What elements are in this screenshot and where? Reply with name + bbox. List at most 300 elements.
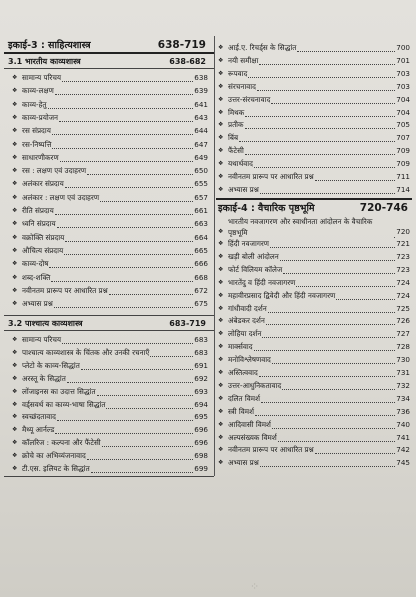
toc-entry[interactable] <box>12 245 208 257</box>
toc-entry-label: मार्क्सवाद <box>228 342 253 352</box>
toc-entry-label: मिथक <box>228 107 245 117</box>
dot-leader <box>239 134 395 142</box>
toc-entry[interactable] <box>12 205 208 217</box>
dot-leader <box>62 74 193 82</box>
toc-entry-page: 711 <box>396 172 410 181</box>
bullet-icon: ❖ <box>12 361 18 369</box>
unit-3-heading <box>8 38 206 51</box>
toc-entry[interactable] <box>218 158 410 170</box>
toc-entry-page: 672 <box>194 285 208 295</box>
dot-leader <box>87 167 193 175</box>
dot-leader <box>336 292 395 300</box>
toc-entry-label: काव्य-हेतु <box>22 99 47 109</box>
toc-entry-label: मनोविश्लेषणवाद <box>228 355 271 365</box>
column-divider <box>214 36 215 476</box>
toc-entry-label: अभ्यास प्रश्न <box>228 184 259 194</box>
toc-entry-page: 650 <box>194 166 208 176</box>
dot-leader <box>282 382 395 390</box>
dot-leader <box>262 330 395 338</box>
bullet-icon: ❖ <box>218 265 224 273</box>
dot-leader <box>65 180 194 188</box>
toc-entry[interactable] <box>218 42 410 54</box>
toc-entry[interactable] <box>218 68 410 80</box>
dot-leader <box>81 362 193 370</box>
toc-entry[interactable] <box>218 328 410 340</box>
toc-entry[interactable] <box>218 393 410 405</box>
toc-entry-label: साधारणीकरण <box>22 152 59 162</box>
toc-entry-page: 657 <box>194 192 208 202</box>
bullet-icon: ❖ <box>218 185 224 193</box>
toc-entry-page: 723 <box>396 264 410 274</box>
toc-entry-page: 741 <box>396 432 410 442</box>
toc-entry-label: नवीनतम प्रारूप पर आधारित प्रश्न <box>22 285 108 295</box>
dot-leader <box>266 317 395 325</box>
toc-entry[interactable] <box>12 152 208 164</box>
bullet-icon: ❖ <box>218 82 224 90</box>
bullet-icon: ❖ <box>218 240 224 247</box>
dot-leader <box>65 234 193 242</box>
bullet-icon: ❖ <box>218 433 224 441</box>
dot-leader <box>315 446 396 454</box>
toc-entry[interactable] <box>12 272 208 284</box>
toc-entry[interactable] <box>12 99 208 111</box>
toc-entry[interactable] <box>12 411 208 423</box>
toc-entry[interactable] <box>12 112 208 124</box>
toc-entry[interactable] <box>218 277 410 289</box>
dot-leader <box>48 101 194 109</box>
section-3-2-top-rule <box>4 315 214 316</box>
dot-leader <box>245 109 395 117</box>
toc-entry-page: 730 <box>396 355 410 365</box>
dot-leader <box>257 83 395 91</box>
toc-entry-label: टी.एस. इलियट के सिद्धांत <box>22 464 90 473</box>
toc-entry[interactable] <box>12 178 208 190</box>
toc-entry-label: आई.ए. रिचर्ड्स के सिद्धांत <box>228 43 297 52</box>
toc-entry-page: 647 <box>194 139 208 149</box>
dot-leader <box>259 369 395 377</box>
toc-entry-label: स्त्री विमर्श <box>228 406 254 416</box>
toc-entry[interactable] <box>218 119 410 131</box>
toc-entry[interactable] <box>218 406 410 418</box>
bullet-icon: ❖ <box>12 260 18 268</box>
toc-entry-page: 692 <box>194 373 208 383</box>
toc-entry-page: 720 <box>396 227 410 236</box>
dot-leader <box>271 96 395 104</box>
toc-entry-label: अलंकार : लक्षण एवं उदाहरण <box>22 192 100 202</box>
dot-leader <box>106 401 193 409</box>
bullet-icon: ❖ <box>218 446 224 454</box>
toc-entry[interactable] <box>218 94 410 106</box>
toc-entry-page: 740 <box>396 419 410 429</box>
toc-entry-page: 703 <box>396 81 410 91</box>
toc-entry-page: 724 <box>396 277 410 287</box>
bullet-icon: ❖ <box>218 160 224 168</box>
toc-entry-label: सामान्य परिचय <box>22 73 62 82</box>
dot-leader <box>394 230 395 238</box>
toc-entry[interactable] <box>12 285 208 297</box>
bullet-icon: ❖ <box>12 426 18 434</box>
bullet-icon: ❖ <box>218 108 224 116</box>
toc-entry-label: संरचनावाद <box>228 81 256 91</box>
bleed-through-mark: ⁘ <box>250 580 260 593</box>
toc-entry[interactable] <box>12 218 208 230</box>
dot-leader <box>272 421 395 429</box>
bullet-icon: ❖ <box>12 336 18 343</box>
dot-leader <box>315 173 396 181</box>
dot-leader <box>296 279 395 287</box>
toc-entry-label: लोंजाइनस का उदात्त सिद्धांत <box>22 386 96 396</box>
toc-entry[interactable] <box>12 232 208 244</box>
bullet-icon: ❖ <box>218 407 224 415</box>
section-3-2-heading <box>8 318 206 329</box>
bullet-icon: ❖ <box>12 246 18 254</box>
dot-leader <box>260 459 395 467</box>
dot-leader <box>55 207 193 215</box>
section-3-2-title: 3.2 पाश्चात्य काव्यशास्त्र <box>8 319 83 328</box>
dot-leader <box>55 426 193 434</box>
bullet-icon: ❖ <box>218 394 224 402</box>
section-3-1-rule <box>4 68 214 69</box>
dot-leader <box>91 465 194 473</box>
toc-entry-page: 727 <box>396 329 410 339</box>
toc-entry[interactable] <box>218 354 410 366</box>
dot-leader <box>54 300 193 308</box>
toc-entry-page: 696 <box>194 438 208 448</box>
toc-entry[interactable] <box>12 72 208 84</box>
toc-entry-page: 649 <box>194 152 208 162</box>
toc-entry-page: 683 <box>194 335 208 344</box>
toc-entry-page: 693 <box>194 386 208 396</box>
toc-entry[interactable] <box>218 380 410 392</box>
dot-leader <box>64 247 193 255</box>
bullet-icon: ❖ <box>12 413 18 421</box>
bullet-icon: ❖ <box>12 273 18 281</box>
bullet-icon: ❖ <box>12 74 18 81</box>
bullet-icon: ❖ <box>218 228 224 235</box>
toc-entry-page: 701 <box>396 55 410 65</box>
dot-leader <box>57 413 193 421</box>
dot-leader <box>283 266 395 274</box>
toc-entry-page: 655 <box>194 179 208 189</box>
dot-leader <box>254 343 396 351</box>
bullet-icon: ❖ <box>218 44 224 51</box>
toc-entry-label: अल्पसंख्यक विमर्श <box>228 432 277 442</box>
bullet-icon: ❖ <box>218 420 224 428</box>
toc-entry[interactable] <box>12 399 208 411</box>
toc-entry[interactable] <box>12 463 208 475</box>
toc-entry[interactable] <box>218 264 410 276</box>
left-bottom-rule <box>4 476 214 477</box>
bullet-icon: ❖ <box>218 343 224 351</box>
bullet-icon: ❖ <box>218 381 224 389</box>
toc-entry-page: 724 <box>396 290 410 300</box>
section-3-2-range: 683-719 <box>169 319 206 328</box>
toc-entry-page: 641 <box>194 99 208 109</box>
toc-entry-label: स्वच्छंदतावाद <box>22 412 56 422</box>
toc-entry-label: काव्य-लक्षण <box>22 86 54 96</box>
dot-leader <box>150 349 193 357</box>
toc-entry-page: 644 <box>194 126 208 136</box>
bullet-icon: ❖ <box>218 69 224 77</box>
bullet-icon: ❖ <box>218 278 224 286</box>
toc-entry-page: 731 <box>396 368 410 377</box>
section-3-1-title: 3.1 भारतीय काव्यशास्त्र <box>8 57 81 66</box>
toc-entry-page: 721 <box>396 239 410 248</box>
toc-entry-page: 725 <box>396 303 410 313</box>
toc-entry[interactable] <box>218 238 410 250</box>
toc-entry-page: 694 <box>194 399 208 409</box>
bullet-icon: ❖ <box>218 147 224 155</box>
toc-entry-label: फोर्ट विलियम कॉलेज <box>228 264 283 274</box>
toc-entry-label: औचित्य संप्रदाय <box>22 245 64 255</box>
toc-entry[interactable] <box>12 165 208 177</box>
bullet-icon: ❖ <box>12 233 18 241</box>
toc-entry[interactable] <box>12 334 208 346</box>
bullet-icon: ❖ <box>12 207 18 214</box>
bullet-icon: ❖ <box>12 374 18 382</box>
toc-entry[interactable] <box>12 192 208 204</box>
bullet-icon: ❖ <box>12 153 18 161</box>
bullet-icon: ❖ <box>12 167 18 175</box>
dot-leader <box>59 114 193 122</box>
toc-entry-page: 696 <box>194 425 208 435</box>
bullet-icon: ❖ <box>12 387 18 395</box>
toc-entry[interactable] <box>12 373 208 385</box>
toc-entry-label: उत्तर-आधुनिकतावाद <box>228 380 282 390</box>
toc-entry-page: 699 <box>194 464 208 473</box>
toc-entry-page: 703 <box>396 68 410 78</box>
toc-entry-label: गांधीवादी दर्शन <box>228 303 267 313</box>
toc-entry-label: रस-निष्पत्ति <box>22 139 52 149</box>
toc-entry[interactable] <box>12 386 208 398</box>
bullet-icon: ❖ <box>218 356 224 364</box>
toc-entry-page: 726 <box>396 316 410 326</box>
bullet-icon: ❖ <box>12 100 18 108</box>
toc-entry-label: दलित विमर्श <box>228 393 260 403</box>
toc-entry[interactable] <box>218 132 410 144</box>
bullet-icon: ❖ <box>218 369 224 376</box>
toc-entry-label: काव्य-प्रयोजन <box>22 112 59 122</box>
toc-entry-label: नवीनतम प्रारूप पर आधारित प्रश्न <box>228 445 314 455</box>
toc-entry-page: 664 <box>194 232 208 242</box>
unit-4-top-rule <box>216 198 412 200</box>
toc-entry-page: 661 <box>194 206 208 215</box>
toc-entry[interactable] <box>12 85 208 97</box>
toc-entry-label: यथार्थवाद <box>228 159 253 169</box>
toc-entry[interactable] <box>218 315 410 327</box>
toc-entry-page: 732 <box>396 380 410 390</box>
toc-entry-page: 643 <box>194 112 208 122</box>
toc-entry-label: नवीनतम प्रारूप पर आधारित प्रश्न <box>228 172 314 181</box>
bullet-icon: ❖ <box>12 127 18 135</box>
toc-entry[interactable] <box>12 360 208 372</box>
bullet-icon: ❖ <box>12 400 18 408</box>
toc-entry-label: भारतेंदु व हिंदी नवजागरण <box>228 277 296 287</box>
toc-entry-label: क्रोचे का अभिव्यंजनावाद <box>22 451 86 461</box>
unit-3-title: इकाई-3 : साहित्यशास्त्र <box>8 40 91 51</box>
dot-leader <box>280 253 396 261</box>
toc-entry[interactable] <box>12 298 208 310</box>
toc-entry-label: रस संप्रदाय <box>22 126 51 136</box>
bullet-icon: ❖ <box>12 452 18 460</box>
toc-entry[interactable] <box>218 419 410 431</box>
bullet-icon: ❖ <box>12 193 18 201</box>
dot-leader <box>254 160 395 168</box>
toc-entry-label: वक्रोक्ति संप्रदाय <box>22 232 65 242</box>
bullet-icon: ❖ <box>218 95 224 103</box>
dot-leader <box>245 121 396 129</box>
bullet-icon: ❖ <box>218 252 224 260</box>
bullet-icon: ❖ <box>12 348 18 356</box>
dot-leader <box>248 70 395 78</box>
toc-entry-label: शब्द-शक्ति <box>22 272 51 282</box>
toc-entry-label: फैंटेसी <box>228 146 244 156</box>
bullet-icon: ❖ <box>218 291 224 299</box>
dot-leader <box>60 154 194 162</box>
section-3-2-rule <box>4 330 214 331</box>
toc-entry-page: 714 <box>396 184 410 194</box>
toc-entry-page: 704 <box>396 94 410 104</box>
toc-entry-page: 700 <box>396 43 410 52</box>
toc-entry-page: 728 <box>396 342 410 352</box>
toc-entry-label: महावीरप्रसाद द्विवेदी और हिंदी नवजागरण <box>228 290 336 300</box>
dot-leader <box>245 147 395 155</box>
dot-leader <box>62 336 193 344</box>
toc-entry-page: 723 <box>396 251 410 261</box>
toc-entry[interactable] <box>12 258 208 270</box>
toc-entry-label: भारतीय नवजागरण और स्वाधीनता आंदोलन के वैचारिक पृष्ठभूमि <box>228 217 373 237</box>
toc-entry-label: रस : लक्षण एवं उदाहरण <box>22 166 87 176</box>
toc-entry-label: लोहिया दर्शन <box>228 329 262 339</box>
toc-entry-page: 745 <box>396 458 410 468</box>
section-3-1-heading <box>8 56 206 67</box>
dot-leader <box>55 87 193 95</box>
toc-entry-page: 668 <box>194 272 208 282</box>
dot-leader <box>52 141 193 149</box>
toc-entry-label: काव्य-दोष <box>22 259 49 269</box>
dot-leader <box>49 260 193 268</box>
bullet-icon: ❖ <box>12 286 18 294</box>
toc-entry[interactable] <box>218 184 410 196</box>
toc-entry[interactable] <box>218 367 410 379</box>
toc-entry-page: 665 <box>194 245 208 255</box>
toc-entry-page: 675 <box>194 299 208 309</box>
bullet-icon: ❖ <box>218 330 224 338</box>
toc-entry-label: मैथ्यू आर्नल्ड <box>22 425 55 435</box>
toc-entry[interactable] <box>12 424 208 436</box>
toc-entry-label: हिंदी नवजागरण <box>228 239 270 248</box>
toc-entry-page: 704 <box>396 107 410 117</box>
toc-entry-label: अभ्यास प्रश्न <box>22 299 53 309</box>
toc-entry[interactable] <box>218 171 410 183</box>
toc-entry-page: 709 <box>396 146 410 156</box>
toc-entry-label: बिंब <box>228 133 239 143</box>
dot-leader <box>51 274 193 282</box>
toc-entry-label: पाश्चात्य काव्यशास्त्र के चिंतक और उनकी रचनाएँ <box>22 347 150 357</box>
toc-entry-page: 698 <box>194 451 208 461</box>
toc-entry[interactable] <box>12 437 208 449</box>
bullet-icon: ❖ <box>12 87 18 95</box>
toc-entry-page: 683 <box>194 347 208 357</box>
toc-entry-page: 707 <box>396 133 410 143</box>
dot-leader <box>278 434 396 442</box>
bullet-icon: ❖ <box>218 317 224 325</box>
toc-entry[interactable] <box>12 347 208 359</box>
toc-entry[interactable] <box>218 444 410 456</box>
dot-leader <box>109 287 194 295</box>
toc-entry[interactable] <box>218 251 410 263</box>
toc-entry-label: अभ्यास प्रश्न <box>228 458 259 468</box>
bullet-icon: ❖ <box>12 439 18 447</box>
toc-entry[interactable] <box>12 125 208 137</box>
toc-entry-label: रीति संप्रदाय <box>22 206 54 215</box>
toc-entry-label: नयी समीक्षा <box>228 55 259 65</box>
toc-entry[interactable] <box>12 450 208 462</box>
toc-entry[interactable] <box>218 81 410 93</box>
dot-leader <box>272 356 395 364</box>
toc-entry[interactable] <box>218 290 410 302</box>
bullet-icon: ❖ <box>218 173 224 180</box>
bullet-icon: ❖ <box>12 300 18 308</box>
toc-entry-label: खड़ी बोली आंदोलन <box>228 251 279 261</box>
dot-leader <box>255 408 395 416</box>
toc-entry-page: 709 <box>396 159 410 169</box>
unit-4-heading <box>218 201 408 214</box>
bullet-icon: ❖ <box>12 220 18 228</box>
toc-entry[interactable] <box>12 139 208 151</box>
toc-entry-label: अस्तित्ववाद <box>228 368 258 377</box>
toc-entry-label: आदिवासी विमर्श <box>228 419 271 429</box>
dot-leader <box>97 388 194 396</box>
toc-entry-page: 638 <box>194 73 208 82</box>
toc-entry-page: 663 <box>194 219 208 229</box>
bullet-icon: ❖ <box>218 459 224 467</box>
toc-entry[interactable] <box>218 55 410 67</box>
toc-entry[interactable] <box>218 145 410 157</box>
bullet-icon: ❖ <box>12 465 18 472</box>
toc-entry[interactable] <box>218 432 410 444</box>
toc-entry[interactable] <box>218 214 410 238</box>
unit-3-range: 638-719 <box>157 39 206 51</box>
toc-entry-label: अलंकार संप्रदाय <box>22 179 64 189</box>
toc-entry[interactable] <box>218 341 410 353</box>
toc-entry-label: प्लेटो के काव्य-सिद्धांत <box>22 360 80 370</box>
toc-entry-page: 666 <box>194 259 208 269</box>
dot-leader <box>261 395 395 403</box>
dot-leader <box>102 439 194 447</box>
toc-entry-page: 639 <box>194 86 208 96</box>
dot-leader <box>260 186 395 194</box>
toc-entry-label: अंबेडकर दर्शन <box>228 316 265 326</box>
toc-entry-label: वर्ड्सवर्थ का काव्य-भाषा सिद्धांत <box>22 399 106 409</box>
dot-leader <box>259 57 395 65</box>
toc-entry-page: 695 <box>194 412 208 422</box>
toc-entry-label: सामान्य परिचय <box>22 335 62 344</box>
unit-3-rule <box>4 52 214 54</box>
dot-leader <box>87 452 193 460</box>
bullet-icon: ❖ <box>218 56 224 64</box>
toc-entry[interactable] <box>218 107 410 119</box>
toc-entry[interactable] <box>218 457 410 469</box>
toc-entry-label: प्रतीक <box>228 120 244 130</box>
toc-entry[interactable] <box>218 303 410 315</box>
bullet-icon: ❖ <box>218 304 224 312</box>
toc-entry-label: अरस्तू के सिद्धांत <box>22 373 66 383</box>
section-3-1-range: 638-682 <box>169 57 206 66</box>
toc-entry-page: 691 <box>194 360 208 370</box>
unit-4-range: 720-746 <box>359 202 408 214</box>
bullet-icon: ❖ <box>218 134 224 142</box>
